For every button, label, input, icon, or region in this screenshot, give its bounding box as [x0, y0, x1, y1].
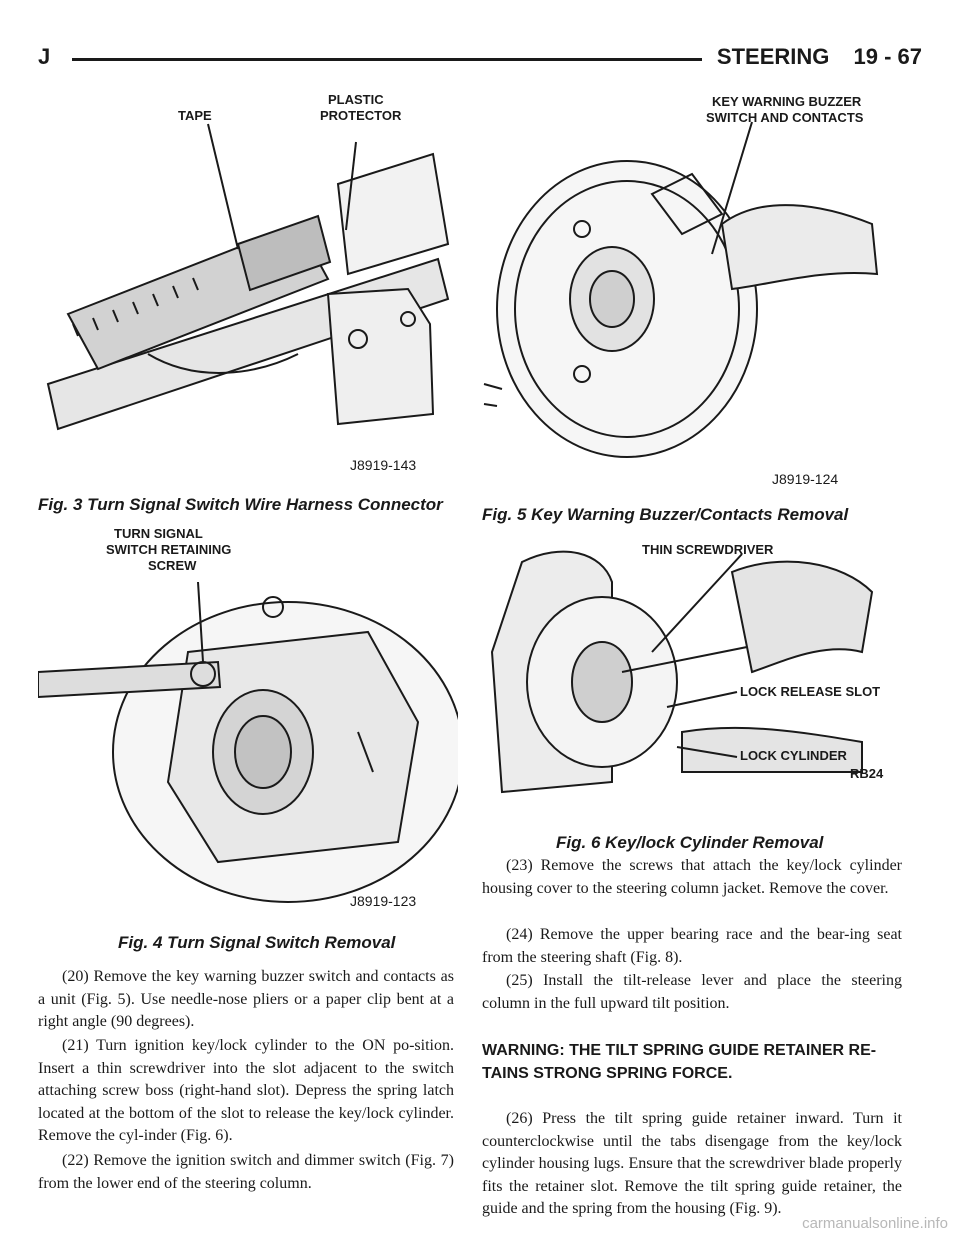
fig6-label-release-slot: LOCK RELEASE SLOT	[740, 684, 881, 699]
figure-4-caption: Fig. 4 Turn Signal Switch Removal	[118, 933, 396, 952]
fig4-label-retaining: SWITCH RETAINING	[106, 542, 232, 557]
header-title	[699, 44, 922, 70]
page-header	[38, 38, 922, 78]
fig5-label-switch: SWITCH AND CONTACTS	[706, 110, 864, 125]
header-section-letter: J	[38, 44, 51, 69]
fig3-drawing-code: J8919-143	[350, 457, 417, 473]
step-20-text: (20) Remove the key warning buzzer switch and contacts as a unit (Fig. 5). Use needle-nose pliers or a paper clip bent at a right angle (90 degrees).	[38, 968, 454, 1031]
fig3-label-tape: TAPE	[178, 108, 212, 123]
step-21-text: (21) Turn ignition key/lock cylinder to the ON po-sition. Insert a thin screwdriver into the slot adjacent to the switch attaching screw boss (right-hand slot). Depress the spring latch located at the bottom of the slot to release the key/lock cylinder. Remove the cyl-inder (Fig. 6).	[38, 1037, 454, 1145]
warning-text: WARNING: THE TILT SPRING GUIDE RETAINER RE-TAINS STRONG SPRING FORCE.	[482, 1042, 877, 1082]
fig3-label-protector: PROTECTOR	[320, 108, 402, 123]
fig3-label-plastic: PLASTIC	[328, 92, 384, 107]
step-25-text: (25) Install the tilt-release lever and place the steering column in the full upward tilt position.	[482, 972, 902, 1012]
watermark: carmanualsonline.info	[802, 1215, 948, 1232]
fig4-label-screw: SCREW	[148, 558, 197, 573]
fig6-label-lock-cylinder: LOCK CYLINDER	[740, 748, 847, 763]
figure-4-illustration	[38, 522, 458, 922]
fig5-label-buzzer: KEY WARNING BUZZER	[712, 94, 862, 109]
figure-6-illustration	[482, 532, 902, 802]
step-22-text: (22) Remove the ignition switch and dimmer switch (Fig. 7) from the lower end of the steering column.	[38, 1152, 454, 1192]
fig4-label-turn-signal: TURN SIGNAL	[114, 526, 203, 541]
fig6-drawing-code: RB24	[850, 766, 884, 781]
step-24-text: (24) Remove the upper bearing race and the bear-ing seat from the steering shaft (Fig. 8).	[482, 926, 902, 966]
step-23-text: (23) Remove the screws that attach the key/lock cylinder housing cover to the steering column jacket. Remove the cover.	[482, 857, 902, 897]
figure-3-caption: Fig. 3 Turn Signal Switch Wire Harness Connector	[38, 495, 443, 514]
header-page-number: 19 - 67	[853, 44, 922, 69]
fig6-label-screwdriver: THIN SCREWDRIVER	[642, 542, 774, 557]
step-26-text: (26) Press the tilt spring guide retainer inward. Turn it counterclockwise until the tabs disengage from the key/lock cylinder housing lugs. Ensure that the screwdriver blade properly fits the retainer slot. Remove the tilt spring guide retainer, the guide and the spring from the housing (Fig. 9).	[482, 1110, 902, 1218]
header-rule	[72, 58, 702, 61]
figure-6-caption: Fig. 6 Key/lock Cylinder Removal	[556, 833, 824, 852]
header-section-name: STEERING	[716, 44, 830, 69]
figure-5-caption: Fig. 5 Key Warning Buzzer/Contacts Removal	[482, 505, 849, 524]
figure-3-illustration	[38, 84, 458, 484]
fig5-drawing-code: J8919-124	[772, 471, 839, 487]
fig4-drawing-code: J8919-123	[350, 893, 417, 909]
figure-5-illustration	[482, 84, 902, 494]
